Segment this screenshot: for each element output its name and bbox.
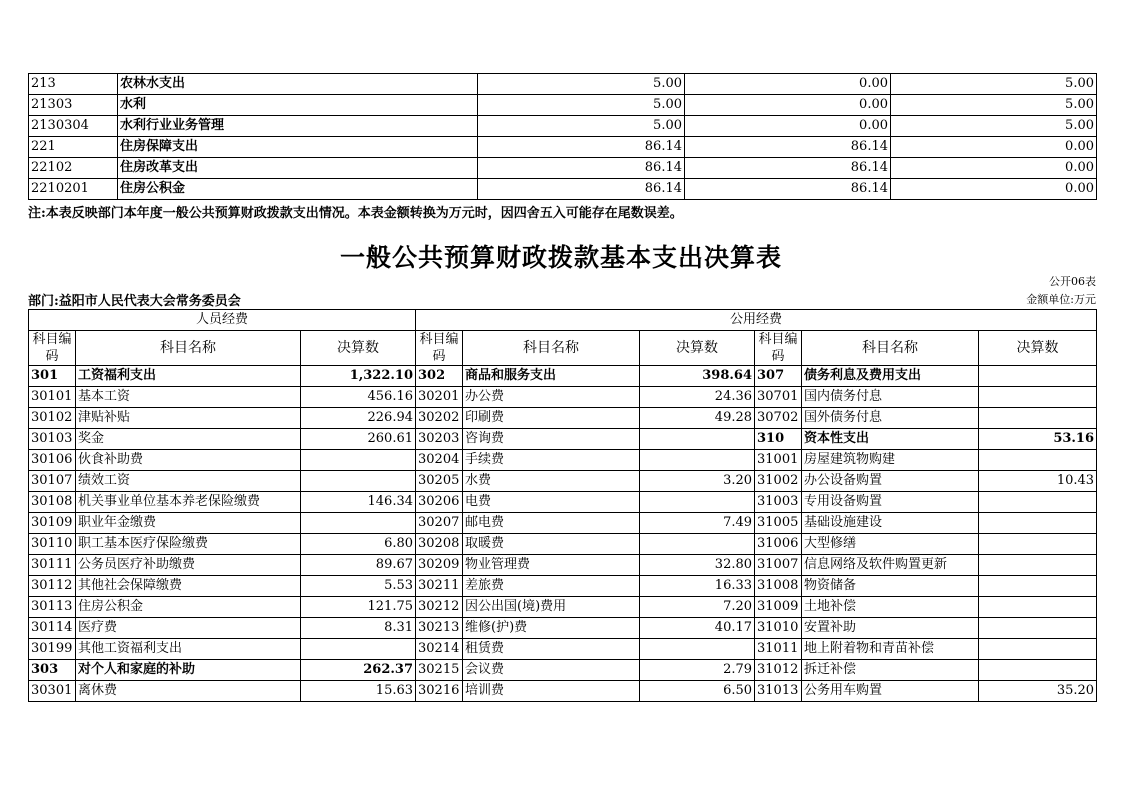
subject-code: 31010 (755, 618, 802, 639)
subject-code: 303 (29, 660, 76, 681)
amount-project: 5.00 (891, 95, 1097, 116)
subject-code: 30107 (29, 471, 76, 492)
subject-name: 电费 (463, 492, 640, 513)
amount-basic: 0.00 (685, 95, 891, 116)
amount-basic: 86.14 (685, 158, 891, 179)
amount-total: 5.00 (478, 74, 685, 95)
subject-code: 30112 (29, 576, 76, 597)
subject-code: 307 (755, 366, 802, 387)
subject-name: 其他社会保障缴费 (76, 576, 301, 597)
subject-amount (979, 450, 1097, 471)
subject-code: 30202 (416, 408, 463, 429)
column-header-row (29, 331, 1097, 366)
subject-code: 30208 (416, 534, 463, 555)
table-row (29, 179, 1097, 200)
subject-name: 房屋建筑物购建 (802, 450, 979, 471)
amount-basic: 86.14 (685, 179, 891, 200)
subject-amount: 398.64 (640, 366, 755, 387)
subject-name: 邮电费 (463, 513, 640, 534)
table-row (29, 366, 1097, 387)
subject-amount: 16.33 (640, 576, 755, 597)
subject-name: 绩效工资 (76, 471, 301, 492)
amount-total: 86.14 (478, 158, 685, 179)
subject-amount: 10.43 (979, 471, 1097, 492)
group-personnel-header: 人员经费 (29, 310, 416, 331)
subject-amount (979, 513, 1097, 534)
subject-amount (979, 618, 1097, 639)
subject-name: 土地补偿 (802, 597, 979, 618)
subject-code: 30206 (416, 492, 463, 513)
table-row (29, 95, 1097, 116)
subject-amount: 24.36 (640, 387, 755, 408)
subject-code: 30701 (755, 387, 802, 408)
subject-code: 31001 (755, 450, 802, 471)
table-row (29, 429, 1097, 450)
table-row (29, 158, 1097, 179)
subject-amount: 7.49 (640, 513, 755, 534)
subject-code: 31013 (755, 681, 802, 702)
subject-code: 30207 (416, 513, 463, 534)
table-row (29, 450, 1097, 471)
subject-name: 基本工资 (76, 387, 301, 408)
subject-amount: 121.75 (301, 597, 416, 618)
subject-amount: 15.63 (301, 681, 416, 702)
col-amount-header: 决算数 (640, 331, 755, 366)
subject-code: 213 (29, 74, 118, 95)
subject-amount (640, 534, 755, 555)
subject-amount: 89.67 (301, 555, 416, 576)
table-row (29, 513, 1097, 534)
subject-code: 30211 (416, 576, 463, 597)
table-row (29, 137, 1097, 158)
subject-code: 30209 (416, 555, 463, 576)
subject-code: 31008 (755, 576, 802, 597)
subject-amount (301, 639, 416, 660)
subject-amount: 6.50 (640, 681, 755, 702)
subject-code: 2130304 (29, 116, 118, 137)
group-public-header: 公用经费 (416, 310, 1097, 331)
subject-name: 公务员医疗补助缴费 (76, 555, 301, 576)
subject-code: 30101 (29, 387, 76, 408)
subject-code: 30203 (416, 429, 463, 450)
subject-name: 会议费 (463, 660, 640, 681)
basic-expenditure-table (28, 309, 1097, 702)
subject-name: 地上附着物和青苗补偿 (802, 639, 979, 660)
subject-code: 301 (29, 366, 76, 387)
subject-name: 住房公积金 (76, 597, 301, 618)
subject-name: 基础设施建设 (802, 513, 979, 534)
subject-name: 国外债务付息 (802, 408, 979, 429)
subject-name: 专用设备购置 (802, 492, 979, 513)
subject-code: 31005 (755, 513, 802, 534)
subject-amount: 146.34 (301, 492, 416, 513)
col-name-header: 科目名称 (802, 331, 979, 366)
subject-name: 商品和服务支出 (463, 366, 640, 387)
subject-name: 取暖费 (463, 534, 640, 555)
subject-name: 物业管理费 (463, 555, 640, 576)
subject-code: 30702 (755, 408, 802, 429)
subject-amount: 1,322.10 (301, 366, 416, 387)
subject-code: 31002 (755, 471, 802, 492)
subject-name: 津贴补贴 (76, 408, 301, 429)
subject-code: 30113 (29, 597, 76, 618)
subject-name: 住房保障支出 (118, 137, 478, 158)
subject-code: 30214 (416, 639, 463, 660)
subject-amount: 262.37 (301, 660, 416, 681)
subject-amount: 35.20 (979, 681, 1097, 702)
amount-basic: 0.00 (685, 74, 891, 95)
group-header-row (29, 310, 1097, 331)
subject-code: 31009 (755, 597, 802, 618)
subject-name: 办公设备购置 (802, 471, 979, 492)
subject-name: 国内债务付息 (802, 387, 979, 408)
table-row (29, 639, 1097, 660)
subject-code: 30212 (416, 597, 463, 618)
table-row (29, 74, 1097, 95)
subject-amount: 2.79 (640, 660, 755, 681)
subject-amount (979, 408, 1097, 429)
amount-total: 86.14 (478, 179, 685, 200)
subject-amount: 6.80 (301, 534, 416, 555)
subject-code: 30205 (416, 471, 463, 492)
subject-code: 21303 (29, 95, 118, 116)
subject-amount: 7.20 (640, 597, 755, 618)
col-amount-header: 决算数 (301, 331, 416, 366)
subject-code: 30106 (29, 450, 76, 471)
subject-name: 租赁费 (463, 639, 640, 660)
subject-amount (301, 450, 416, 471)
col-code-header: 科目编码 (416, 331, 463, 366)
subject-name: 住房改革支出 (118, 158, 478, 179)
col-code-header: 科目编码 (755, 331, 802, 366)
table-row (29, 534, 1097, 555)
subject-name: 大型修缮 (802, 534, 979, 555)
subject-amount: 8.31 (301, 618, 416, 639)
subject-name: 公务用车购置 (802, 681, 979, 702)
subject-name: 水利行业业务管理 (118, 116, 478, 137)
table-row (29, 576, 1097, 597)
subject-code: 30114 (29, 618, 76, 639)
subject-code: 30111 (29, 555, 76, 576)
subject-amount (979, 492, 1097, 513)
subject-name: 咨询费 (463, 429, 640, 450)
subject-amount (640, 492, 755, 513)
subject-amount: 226.94 (301, 408, 416, 429)
subject-code: 30201 (416, 387, 463, 408)
subject-name: 其他工资福利支出 (76, 639, 301, 660)
subject-amount: 456.16 (301, 387, 416, 408)
amount-total: 86.14 (478, 137, 685, 158)
subject-amount: 32.80 (640, 555, 755, 576)
subject-name: 债务利息及费用支出 (802, 366, 979, 387)
amount-unit: 金额单位:万元 (1026, 293, 1096, 306)
subject-amount: 40.17 (640, 618, 755, 639)
subject-name: 离休费 (76, 681, 301, 702)
amount-project: 0.00 (891, 179, 1097, 200)
subject-code: 31007 (755, 555, 802, 576)
subject-code: 31011 (755, 639, 802, 660)
col-amount-header: 决算数 (979, 331, 1097, 366)
table-row (29, 660, 1097, 681)
subject-name: 对个人和家庭的补助 (76, 660, 301, 681)
col-name-header: 科目名称 (76, 331, 301, 366)
subject-name: 水利 (118, 95, 478, 116)
department-label: 部门:益阳市人民代表大会常务委员会 (28, 294, 241, 309)
subject-name: 物资储备 (802, 576, 979, 597)
amount-total: 5.00 (478, 95, 685, 116)
subject-name: 印刷费 (463, 408, 640, 429)
subject-amount (979, 555, 1097, 576)
subject-code: 30109 (29, 513, 76, 534)
subject-name: 水费 (463, 471, 640, 492)
form-code: 公开06表 (1049, 275, 1096, 288)
subject-code: 31012 (755, 660, 802, 681)
subject-amount: 49.28 (640, 408, 755, 429)
table-row (29, 618, 1097, 639)
subject-name: 伙食补助费 (76, 450, 301, 471)
subject-name: 安置补助 (802, 618, 979, 639)
amount-project: 5.00 (891, 116, 1097, 137)
subject-name: 医疗费 (76, 618, 301, 639)
table-row (29, 597, 1097, 618)
subject-code: 30102 (29, 408, 76, 429)
subject-amount: 3.20 (640, 471, 755, 492)
amount-total: 5.00 (478, 116, 685, 137)
subject-name: 维修(护)费 (463, 618, 640, 639)
subject-name: 奖金 (76, 429, 301, 450)
subject-code: 30199 (29, 639, 76, 660)
subject-name: 住房公积金 (118, 179, 478, 200)
table-row (29, 471, 1097, 492)
page-title: 一般公共预算财政拨款基本支出决算表 (339, 243, 782, 272)
amount-basic: 0.00 (685, 116, 891, 137)
subject-amount (640, 429, 755, 450)
table-row (29, 492, 1097, 513)
table-row (29, 681, 1097, 702)
top-expenditure-table (28, 73, 1097, 200)
amount-basic: 86.14 (685, 137, 891, 158)
subject-code: 30108 (29, 492, 76, 513)
subject-name: 资本性支出 (802, 429, 979, 450)
col-code-header: 科目编码 (29, 331, 76, 366)
subject-name: 职工基本医疗保险缴费 (76, 534, 301, 555)
subject-code: 30216 (416, 681, 463, 702)
subject-code: 30204 (416, 450, 463, 471)
subject-code: 31006 (755, 534, 802, 555)
subject-code: 2210201 (29, 179, 118, 200)
subject-amount: 53.16 (979, 429, 1097, 450)
subject-amount (979, 576, 1097, 597)
subject-name: 办公费 (463, 387, 640, 408)
subject-name: 机关事业单位基本养老保险缴费 (76, 492, 301, 513)
table-note: 注:本表反映部门本年度一般公共预算财政拨款支出情况。本表金额转换为万元时，因四舍五入可能存在尾数误差。 (28, 206, 683, 221)
subject-amount (979, 660, 1097, 681)
subject-code: 221 (29, 137, 118, 158)
table-row (29, 408, 1097, 429)
table-row (29, 555, 1097, 576)
subject-code: 30110 (29, 534, 76, 555)
subject-amount (301, 513, 416, 534)
subject-code: 31003 (755, 492, 802, 513)
subject-amount (979, 534, 1097, 555)
subject-name: 职业年金缴费 (76, 513, 301, 534)
subject-code: 310 (755, 429, 802, 450)
subject-amount (979, 639, 1097, 660)
amount-project: 0.00 (891, 158, 1097, 179)
subject-amount (640, 639, 755, 660)
amount-project: 5.00 (891, 74, 1097, 95)
subject-amount: 5.53 (301, 576, 416, 597)
subject-amount (640, 450, 755, 471)
subject-amount: 260.61 (301, 429, 416, 450)
col-name-header: 科目名称 (463, 331, 640, 366)
subject-code: 30301 (29, 681, 76, 702)
subject-name: 工资福利支出 (76, 366, 301, 387)
subject-code: 30215 (416, 660, 463, 681)
subject-name: 因公出国(境)费用 (463, 597, 640, 618)
subject-name: 培训费 (463, 681, 640, 702)
subject-code: 302 (416, 366, 463, 387)
subject-code: 22102 (29, 158, 118, 179)
subject-amount (979, 366, 1097, 387)
subject-code: 30103 (29, 429, 76, 450)
subject-name: 差旅费 (463, 576, 640, 597)
subject-amount (979, 597, 1097, 618)
subject-name: 信息网络及软件购置更新 (802, 555, 979, 576)
subject-name: 手续费 (463, 450, 640, 471)
subject-name: 拆迁补偿 (802, 660, 979, 681)
subject-amount (979, 387, 1097, 408)
subject-name: 农林水支出 (118, 74, 478, 95)
subject-amount (301, 471, 416, 492)
subject-code: 30213 (416, 618, 463, 639)
amount-project: 0.00 (891, 137, 1097, 158)
table-row (29, 387, 1097, 408)
table-row (29, 116, 1097, 137)
